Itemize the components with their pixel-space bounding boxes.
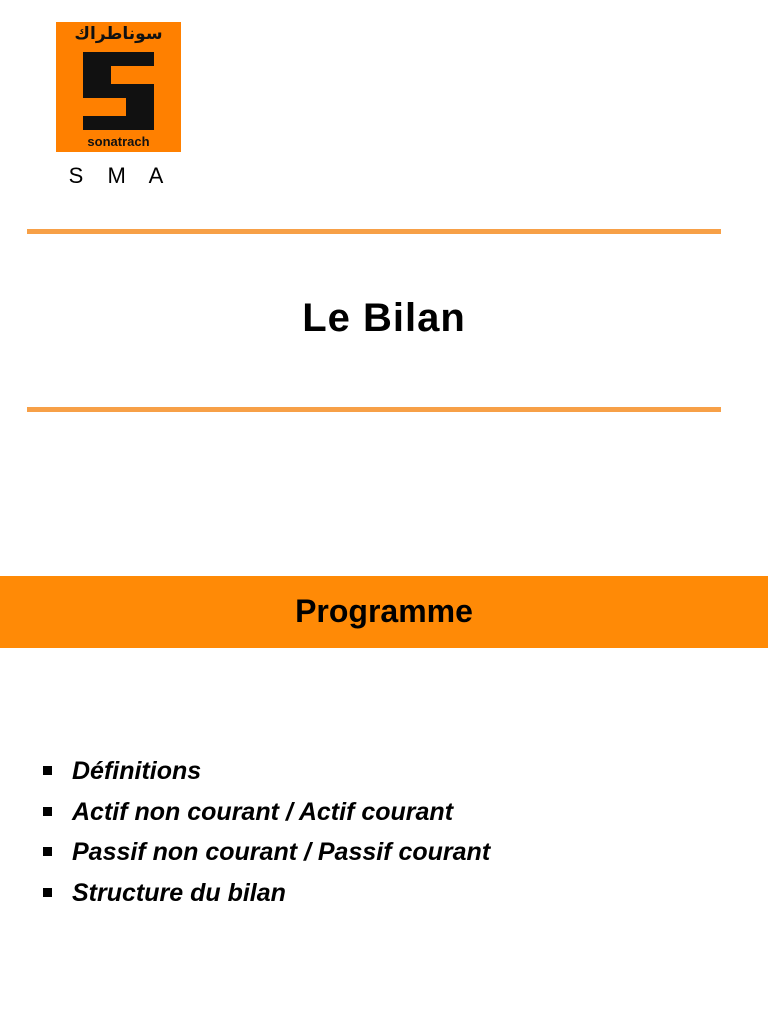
list-item-text: Passif non courant / Passif courant	[72, 838, 491, 867]
square-bullet-icon	[43, 888, 52, 897]
banner-label: Programme	[295, 593, 473, 629]
bottom-divider	[27, 407, 721, 412]
list-item-text: Définitions	[72, 757, 202, 785]
logo-latin-text: sonatrach	[87, 134, 150, 149]
slide-title: Le Bilan	[302, 296, 466, 340]
sonatrach-s-mark-icon	[81, 52, 156, 130]
square-bullet-icon	[43, 847, 52, 856]
square-bullet-icon	[43, 807, 52, 816]
sonatrach-logo	[56, 22, 181, 152]
square-bullet-icon	[43, 766, 52, 775]
org-label: S M A	[68, 163, 173, 188]
programme-banner	[0, 576, 768, 648]
top-divider	[27, 229, 721, 234]
list-item-text: Actif non courant / Actif courant	[72, 797, 454, 826]
logo-arabic-text: سوناطراك	[74, 24, 163, 44]
list-item-text: Structure du bilan	[72, 878, 286, 907]
